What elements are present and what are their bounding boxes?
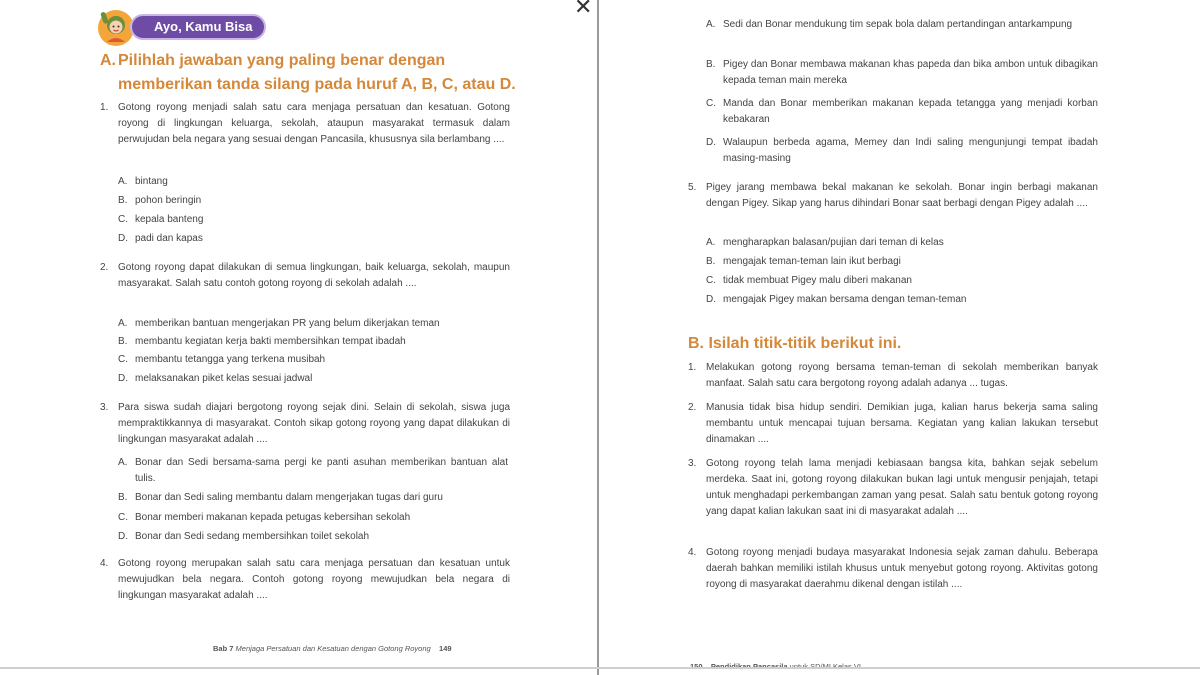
option-text: kepala banteng xyxy=(135,214,204,225)
option-text: Pigey dan Bonar membawa makanan khas papeda dan bika ambon untuk dibagikan kepada teman main mereka xyxy=(723,59,1098,86)
option-2a[interactable] xyxy=(118,316,508,332)
option-text: Sedi dan Bonar mendukung tim sepak bola dalam pertandingan antarkampung xyxy=(723,19,1073,30)
option-1b[interactable] xyxy=(118,193,508,209)
option-1d[interactable] xyxy=(118,231,508,247)
essay-1 xyxy=(688,360,1098,392)
question-1 xyxy=(100,100,510,148)
option-text: bintang xyxy=(135,176,168,187)
option-letter: D. xyxy=(118,531,128,542)
option-letter: C. xyxy=(118,512,128,523)
option-text: membantu tetangga yang terkena musibah xyxy=(135,354,326,365)
option-letter: B. xyxy=(706,59,716,70)
option-5b[interactable] xyxy=(706,254,1098,270)
badge-label: Ayo, Kamu Bisa xyxy=(130,14,266,40)
option-text: tidak membuat Pigey malu diberi makanan xyxy=(723,275,912,286)
essay-3 xyxy=(688,456,1098,520)
question-number: 2. xyxy=(688,402,697,413)
question-2 xyxy=(100,260,510,292)
page-divider xyxy=(597,0,599,675)
option-3b[interactable] xyxy=(118,490,508,506)
option-text: Bonar memberi makanan kepada petugas kebersihan sekolah xyxy=(135,512,411,523)
question-3 xyxy=(100,400,510,448)
question-4 xyxy=(100,556,510,604)
question-number: 2. xyxy=(100,262,109,273)
question-number: 1. xyxy=(688,362,697,373)
option-letter: A. xyxy=(706,237,716,248)
option-1a[interactable] xyxy=(118,174,508,190)
essay-2 xyxy=(688,400,1098,448)
option-5a[interactable] xyxy=(706,235,1098,251)
question-text: Gotong royong dapat dilakukan di semua lingkungan, baik keluarga, sekolah, maupun masyarakat. Salah satu contoh gotong royong di sekolah adalah .... xyxy=(118,262,510,289)
question-number: 4. xyxy=(688,547,697,558)
option-4a[interactable] xyxy=(706,17,1098,33)
option-5c[interactable] xyxy=(706,273,1098,289)
section-a-letter: A. xyxy=(100,52,116,69)
option-4d[interactable] xyxy=(706,135,1098,167)
question-text: Para siswa sudah diajari bergotong royong sejak dini. Selain di sekolah, siswa juga mempraktikkannya di masyarakat. Contoh sikap gotong royong yang dapat dilakukan di lingkungan masyarakat adalah .... xyxy=(118,402,510,445)
section-a-title-line2: memberikan tanda silang pada huruf A, B, C, atau D. xyxy=(118,76,516,93)
option-letter: A. xyxy=(118,457,128,468)
question-number: 4. xyxy=(100,558,109,569)
option-letter: D. xyxy=(118,373,128,384)
option-text: Walaupun berbeda agama, Memey dan Indi saling mengunjungi tempat ibadah masing-masing xyxy=(723,137,1098,164)
option-letter: C. xyxy=(118,214,128,225)
option-3c[interactable] xyxy=(118,510,508,526)
question-text: Gotong royong merupakan salah satu cara menjaga persatuan dan kesatuan untuk mewujudkan bela negara. Contoh gotong royong mewujudkan bela negara di lingkungan masyarakat adalah .... xyxy=(118,558,510,601)
option-text: Bonar dan Sedi sedang membersihkan toilet sekolah xyxy=(135,531,370,542)
question-text: Melakukan gotong royong bersama teman-teman di sekolah memberikan banyak manfaat. Salah satu cara bergotong royong adalah adanya ... tugas. xyxy=(706,362,1098,389)
question-number: 3. xyxy=(688,458,697,469)
question-text: Manusia tidak bisa hidup sendiri. Demikian juga, kalian harus bekerja sama saling membantu untuk mencapai tujuan bersama. Kegiatan yang kalian lakukan tersebut dinamakan .... xyxy=(706,402,1098,445)
question-text: Gotong royong menjadi budaya masyarakat Indonesia sejak zaman dahulu. Beberapa daerah bahkan memiliki istilah khusus untuk menyebut gotong royong. Aktivitas gotong royong di masyarakat daerahmu dikenal dengan istilah .... xyxy=(706,547,1098,590)
section-b-title: B. Isilah titik-titik berikut ini. xyxy=(688,335,902,352)
question-text: Gotong royong telah lama menjadi kebiasaan bangsa kita, bahkan sejak sebelum merdeka. Saat ini, gotong royong dilakukan bukan lagi untuk mengusir penjajah, tetapi untuk menghadapi perkembangan zaman yang pesat. Salah satu bentuk gotong royong yang dapat kalian lakukan saat ini di masyarakat adalah .... xyxy=(706,458,1098,517)
option-letter: C. xyxy=(118,354,128,365)
question-text: Pigey jarang membawa bekal makanan ke sekolah. Bonar ingin berbagi makanan dengan Pigey. Sikap yang harus dihindari Bonar saat berbagi dengan Pigey adalah .... xyxy=(706,182,1098,209)
left-page xyxy=(0,0,596,675)
option-text: padi dan kapas xyxy=(135,233,203,244)
footer-chapter-title: Menjaga Persatuan dan Kesatuan dengan Gotong Royong xyxy=(235,644,431,653)
option-letter: C. xyxy=(706,98,716,109)
option-text: mengajak teman-teman lain ikut berbagi xyxy=(723,256,901,267)
option-letter: B. xyxy=(118,195,128,206)
right-page xyxy=(600,0,1200,675)
option-letter: B. xyxy=(706,256,716,267)
option-letter: C. xyxy=(706,275,716,286)
option-letter: A. xyxy=(118,318,128,329)
option-2d[interactable] xyxy=(118,371,508,387)
option-letter: D. xyxy=(706,137,716,148)
option-2b[interactable] xyxy=(118,334,508,350)
option-4c[interactable] xyxy=(706,96,1098,128)
option-letter: D. xyxy=(118,233,128,244)
section-a-title-line1: Pilihlah jawaban yang paling benar dengan xyxy=(118,52,446,69)
option-text: Bonar dan Sedi bersama-sama pergi ke panti asuhan memberikan bantuan alat tulis. xyxy=(135,457,508,484)
essay-4 xyxy=(688,545,1098,593)
option-text: pohon beringin xyxy=(135,195,202,206)
option-text: melaksanakan piket kelas sesuai jadwal xyxy=(135,373,313,384)
option-4b[interactable] xyxy=(706,57,1098,89)
option-text: Bonar dan Sedi saling membantu dalam mengerjakan tugas dari guru xyxy=(135,492,443,503)
ayo-kamu-bisa-badge xyxy=(96,8,268,44)
option-1c[interactable] xyxy=(118,212,508,228)
option-5d[interactable] xyxy=(706,292,1098,308)
question-number: 5. xyxy=(688,182,697,193)
option-letter: A. xyxy=(118,176,128,187)
question-5 xyxy=(688,180,1098,212)
option-3d[interactable] xyxy=(118,529,508,545)
option-text: membantu kegiatan kerja bakti membersihkan tempat ibadah xyxy=(135,336,406,347)
footer-page-number: 149 xyxy=(439,644,452,653)
bottom-border xyxy=(0,667,1200,669)
footer-chapter: Bab 7 xyxy=(213,644,234,653)
option-3a[interactable] xyxy=(118,455,508,487)
option-letter: D. xyxy=(706,294,716,305)
question-number: 1. xyxy=(100,102,109,113)
option-letter: B. xyxy=(118,336,128,347)
left-page-footer xyxy=(213,644,452,653)
option-letter: A. xyxy=(706,19,716,30)
option-letter: B. xyxy=(118,492,128,503)
question-text: Gotong royong menjadi salah satu cara menjaga persatuan dan kesatuan. Gotong royong di lingkungan keluarga, sekolah, ataupun masyarakat termasuk dalam perwujudan bela negara yang sesuai dengan Pancasila, khususnya sila berlambang .... xyxy=(118,102,510,145)
option-text: mengharapkan balasan/pujian dari teman di kelas xyxy=(723,237,944,248)
option-text: Manda dan Bonar memberikan makanan kepada tetangga yang menjadi korban kebakaran xyxy=(723,98,1098,125)
close-icon[interactable]: ✕ xyxy=(574,0,593,20)
question-number: 3. xyxy=(100,402,109,413)
option-text: mengajak Pigey makan bersama dengan teman-teman xyxy=(723,294,967,305)
option-text: memberikan bantuan mengerjakan PR yang belum dikerjakan teman xyxy=(135,318,440,329)
option-2c[interactable] xyxy=(118,352,508,368)
